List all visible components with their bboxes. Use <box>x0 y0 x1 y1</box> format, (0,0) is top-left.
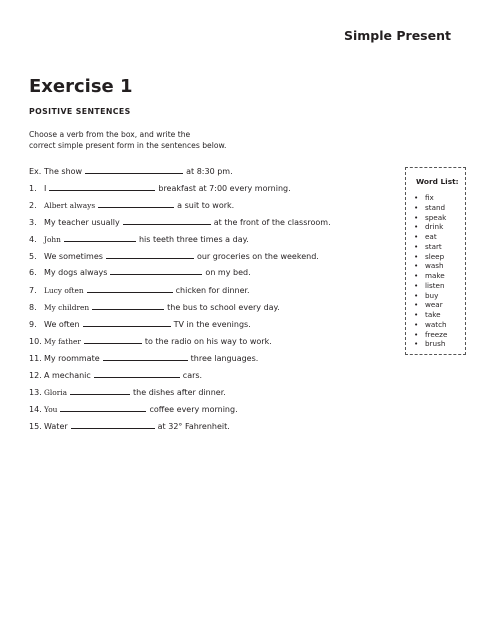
sentence-item <box>29 199 234 211</box>
answer-blank[interactable] <box>110 266 202 275</box>
sentence-rest: to the radio on his way to work. <box>144 337 272 346</box>
sentence-rest: coffee every morning. <box>149 405 238 414</box>
answer-blank[interactable] <box>92 301 164 310</box>
sentence-rest: breakfast at 7:00 every morning. <box>158 184 291 193</box>
sentence-item <box>29 266 251 278</box>
sentence-number: 15. <box>29 422 42 431</box>
sentence-number: 10. <box>29 337 42 346</box>
answer-blank[interactable] <box>94 369 180 378</box>
word-list-item: • drink <box>414 222 447 232</box>
word-list-item: • fix <box>414 193 447 203</box>
sentence-number: 2. <box>29 201 37 210</box>
word-list-item: • stand <box>414 203 447 213</box>
sentence-number: 14. <box>29 405 42 414</box>
page-header-title: Simple Present <box>344 28 451 43</box>
word-list-item: • buy <box>414 291 447 301</box>
sentence-subject: We sometimes <box>44 252 103 261</box>
sentence-item <box>29 182 291 194</box>
answer-blank[interactable] <box>70 386 130 395</box>
sentence-item <box>29 403 238 415</box>
answer-blank[interactable] <box>64 233 136 242</box>
sentence-subject: My teacher usually <box>44 218 120 227</box>
sentence-item <box>29 233 249 245</box>
sentence-item <box>29 250 319 262</box>
word-list-box <box>405 167 466 355</box>
sentence-rest: at 8:30 pm. <box>186 167 233 176</box>
instructions-line-1: Choose a verb from the box, and write the <box>29 130 191 139</box>
sentence-subject: Lucy often <box>44 286 84 295</box>
answer-blank[interactable] <box>106 250 194 259</box>
sentence-rest: at 32° Fahrenheit. <box>157 422 230 431</box>
sentence-item <box>29 165 233 177</box>
word-list-item: • wear <box>414 300 447 310</box>
sentence-rest: cars. <box>182 371 203 380</box>
exercise-title: Exercise 1 <box>29 76 133 97</box>
instructions <box>29 129 226 151</box>
word-list-item: • sleep <box>414 252 447 262</box>
sentence-subject: My roommate <box>44 354 100 363</box>
section-subtitle: POSITIVE SENTENCES <box>29 107 131 116</box>
sentence-rest: on my bed. <box>205 268 251 277</box>
sentence-item <box>29 352 258 364</box>
instructions-line-2: correct simple present form in the sentences below. <box>29 141 227 150</box>
sentence-number: 7. <box>29 286 37 295</box>
sentence-subject: My dogs always <box>44 268 108 277</box>
sentence-subject: Albert always <box>44 201 96 210</box>
sentence-subject: You <box>44 405 58 414</box>
word-list-item: • take <box>414 310 447 320</box>
word-list-item: • watch <box>414 320 447 330</box>
answer-blank[interactable] <box>87 284 173 293</box>
sentence-subject: A mechanic <box>44 371 91 380</box>
sentence-subject: My father <box>44 337 81 346</box>
sentence-rest: a suit to work. <box>177 201 235 210</box>
sentence-number: Ex. <box>29 167 42 176</box>
sentence-subject: I <box>44 184 47 193</box>
sentence-subject: The show <box>44 167 83 176</box>
sentence-item <box>29 284 250 296</box>
sentence-item <box>29 301 280 313</box>
sentence-subject: Gloria <box>44 388 68 397</box>
sentence-number: 8. <box>29 303 37 312</box>
sentence-number: 6. <box>29 268 37 277</box>
sentence-number: 1. <box>29 184 37 193</box>
sentence-subject: John <box>44 235 61 244</box>
sentence-number: 12. <box>29 371 42 380</box>
word-list <box>414 193 447 349</box>
sentence-rest: our groceries on the weekend. <box>196 252 319 261</box>
sentence-number: 5. <box>29 252 37 261</box>
word-list-item: • listen <box>414 281 447 291</box>
sentence-rest: his teeth three times a day. <box>138 235 249 244</box>
sentence-subject: Water <box>44 422 68 431</box>
answer-blank[interactable] <box>60 403 146 412</box>
word-list-item: • start <box>414 242 447 252</box>
sentence-rest: TV in the evenings. <box>173 320 251 329</box>
word-list-title: Word List: <box>416 177 459 186</box>
sentence-subject: We often <box>44 320 80 329</box>
sentence-item <box>29 318 251 330</box>
sentence-rest: the dishes after dinner. <box>133 388 226 397</box>
sentence-subject: My children <box>44 303 90 312</box>
sentence-item <box>29 369 202 381</box>
answer-blank[interactable] <box>83 318 171 327</box>
sentence-rest: at the front of the classroom. <box>213 218 331 227</box>
word-list-item: • wash <box>414 261 447 271</box>
answer-blank[interactable] <box>103 352 188 361</box>
sentence-item <box>29 216 331 228</box>
sentence-number: 4. <box>29 235 37 244</box>
sentence-rest: three languages. <box>190 354 259 363</box>
answer-blank[interactable] <box>98 199 174 208</box>
answer-blank[interactable] <box>85 165 183 174</box>
word-list-item: • speak <box>414 213 447 223</box>
sentence-number: 11. <box>29 354 42 363</box>
word-list-item: • brush <box>414 339 447 349</box>
sentence-number: 3. <box>29 218 37 227</box>
sentence-rest: the bus to school every day. <box>167 303 280 312</box>
word-list-item: • freeze <box>414 330 447 340</box>
answer-blank[interactable] <box>49 182 155 191</box>
sentence-item <box>29 420 230 432</box>
sentence-number: 13. <box>29 388 42 397</box>
word-list-item: • make <box>414 271 447 281</box>
word-list-item: • eat <box>414 232 447 242</box>
sentence-item <box>29 386 226 398</box>
sentence-item <box>29 335 272 347</box>
sentence-rest: chicken for dinner. <box>175 286 250 295</box>
sentence-number: 9. <box>29 320 37 329</box>
answer-blank[interactable] <box>84 335 142 344</box>
answer-blank[interactable] <box>71 420 155 429</box>
answer-blank[interactable] <box>123 216 211 225</box>
